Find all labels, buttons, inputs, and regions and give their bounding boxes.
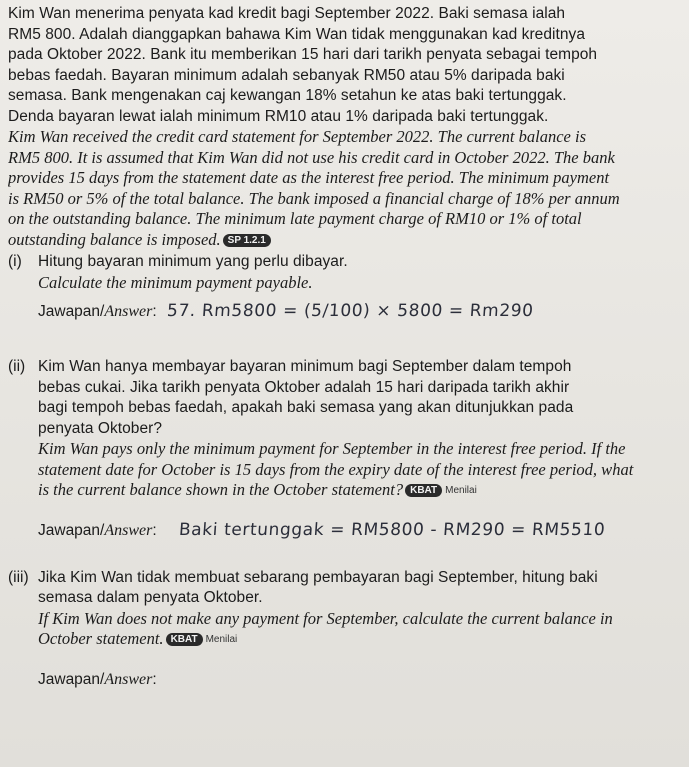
answer-handwriting[interactable]: Baki tertunggak = RM5800 - RM290 = RM5510 — [177, 519, 606, 540]
question-iii-malay — [8, 568, 681, 589]
answer-label-malay: Jawapan/ — [38, 303, 105, 320]
question-text-malay: Kim Wan hanya membayar bayaran minimum bagi September dalam tempoh — [38, 358, 572, 375]
sp-badge: SP 1.2.1 — [223, 234, 271, 247]
intro-english-line — [8, 230, 681, 251]
answer-label: Jawapan/Answer: — [38, 670, 157, 688]
question-text-english: Kim Wan pays only the minimum payment for September in the interest free period. If the — [38, 439, 626, 458]
question-text-english: If Kim Wan does not make any payment for September, calculate the current balance in — [38, 608, 613, 628]
question-text-english: Calculate the minimum payment payable. — [38, 272, 313, 292]
question-text-malay: penyata Oktober? — [38, 419, 163, 437]
answer-label-english: Answer — [104, 303, 153, 320]
answer-label-english: Answer — [104, 521, 153, 539]
question-text-english: is the current balance shown in the October statement? — [38, 480, 404, 499]
question-ii-malay — [8, 357, 681, 378]
intro-malay-line: semasa. Bank mengenakan caj kewangan 18% setahun ke atas baki tertunggak. — [8, 87, 567, 104]
intro-english-last-text: outstanding balance is imposed. — [8, 229, 221, 249]
question-text-malay: semasa dalam penyata Oktober. — [38, 589, 263, 606]
question-text-malay: Hitung bayaran minimum yang perlu dibayar. — [38, 253, 348, 270]
question-i-malay — [8, 252, 681, 273]
answer-row — [8, 671, 681, 689]
answer-row — [8, 520, 681, 540]
question-number: (ii) — [8, 358, 26, 375]
intro-malay-line: Denda bayaran lewat ialah minimum RM10 atau 1% daripada baki tertunggak. — [8, 107, 549, 125]
question-text-malay: Jika Kim Wan tidak membuat sebarang pembayaran bagi September, hitung baki — [38, 568, 598, 586]
question-text-english-last — [8, 480, 681, 502]
kbat-tag-text: Menilai — [205, 634, 238, 645]
intro-english-line: RM5 800. It is assumed that Kim Wan did not use his credit card in October 2022. The bank — [8, 147, 615, 167]
answer-handwriting[interactable]: 57. Rm5800 = (5/100) × 5800 = Rm290 — [165, 301, 534, 321]
intro-malay — [8, 4, 681, 127]
question-text-english: statement date for October is 15 days from the expiry date of the interest free period, what — [38, 459, 634, 479]
question-text-english-last — [8, 629, 681, 651]
kbat-badge: KBAT — [166, 633, 203, 646]
question-ii — [8, 357, 681, 540]
intro-english-line: Kim Wan received the credit card statement for September 2022. The current balance is — [8, 127, 586, 146]
intro-malay-line: Kim Wan menerima penyata kad kredit bagi September 2022. Baki semasa ialah — [8, 5, 566, 22]
answer-label-malay: Jawapan/ — [38, 521, 105, 539]
kbat-badge: KBAT — [405, 484, 442, 497]
intro-english — [8, 127, 681, 250]
answer-row — [8, 301, 681, 321]
answer-label-english: Answer — [104, 670, 153, 688]
intro-english-line: provides 15 days from the statement date as the interest free period. The minimum payment — [8, 168, 610, 187]
question-number: (iii) — [8, 568, 29, 586]
answer-label: Jawapan/Answer: — [38, 303, 157, 320]
intro-malay-line: bebas faedah. Bayaran minimum adalah sebanyak RM50 atau 5% daripada baki — [8, 66, 565, 84]
question-text-malay: bebas cukai. Jika tarikh penyata Oktober adalah 15 hari daripada tarikh akhir — [38, 378, 570, 396]
kbat-tag-text: Menilai — [445, 485, 477, 496]
question-text-english: October statement. — [38, 629, 164, 648]
answer-label-malay: Jawapan/ — [38, 670, 105, 688]
intro-english-line: on the outstanding balance. The minimum late payment charge of RM10 or 1% of total — [8, 209, 582, 228]
question-text-malay: bagi tempoh bebas faedah, apakah baki semasa yang akan ditunjukkan pada — [38, 399, 574, 416]
intro-malay-line: pada Oktober 2022. Bank itu memberikan 15 hari dari tarikh penyata sebagai tempoh — [8, 46, 598, 63]
intro-malay-line: RM5 800. Adalah dianggapkan bahawa Kim Wan tidak menggunakan kad kreditnya — [8, 25, 585, 43]
answer-label: Jawapan/Answer: — [38, 521, 157, 539]
intro-english-line: is RM50 or 5% of the total balance. The bank imposed a financial charge of 18% per annum — [8, 188, 620, 208]
question-number: (i) — [8, 253, 22, 270]
question-i — [8, 252, 681, 321]
question-iii — [8, 568, 681, 689]
